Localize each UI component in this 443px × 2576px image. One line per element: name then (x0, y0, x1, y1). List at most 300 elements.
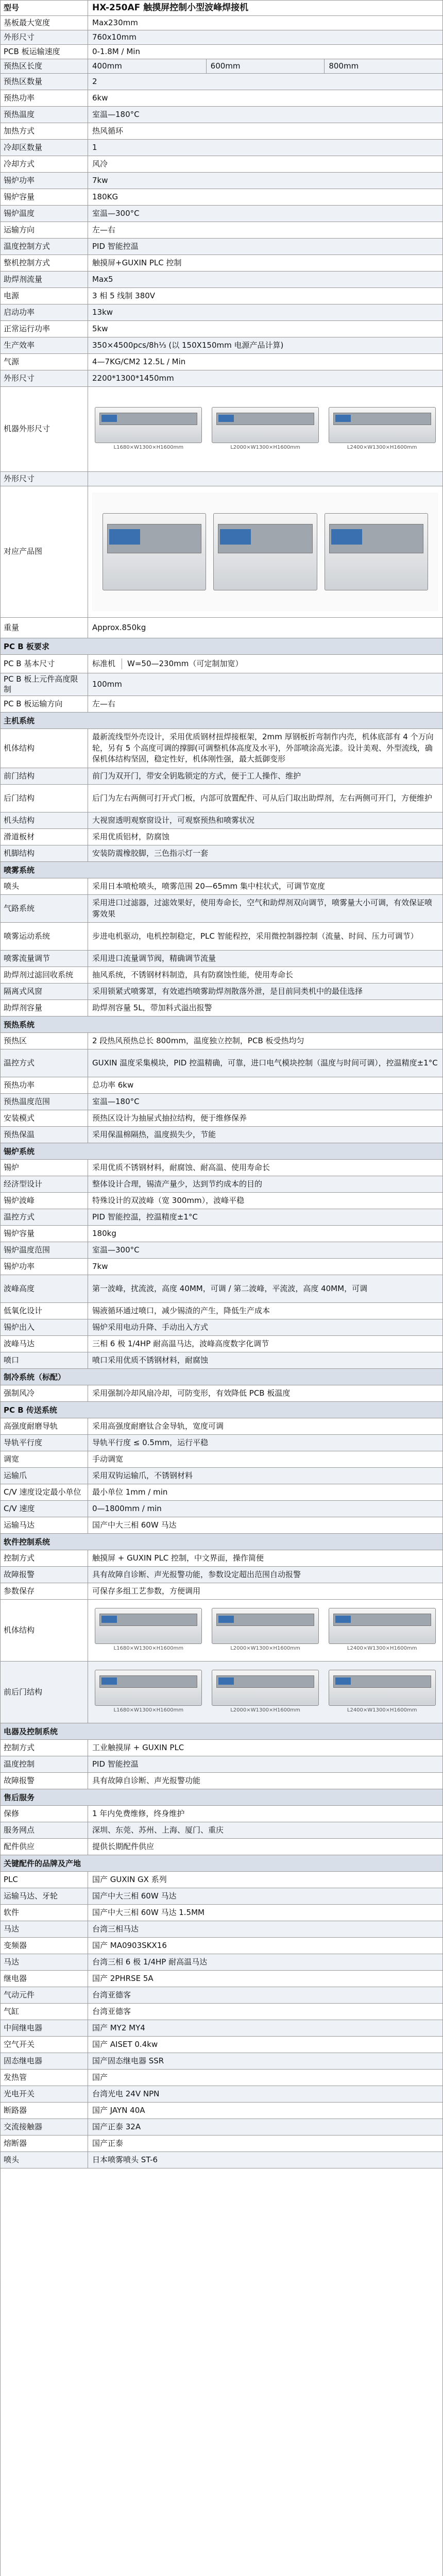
spec-key: 机头结构 (1, 812, 88, 828)
spec-value: 采用高强度耐磨钛合金导轨，宽度可调 (92, 1421, 224, 1431)
product-photo-row (1, 486, 442, 618)
machine-photo (209, 407, 322, 452)
spec-row (1, 1094, 442, 1110)
spec-key: 气源 (1, 354, 88, 370)
spec-row (1, 2004, 442, 2020)
section-title: 售后服务 (1, 1789, 442, 1806)
spec-key: 马达 (1, 1954, 88, 1970)
spec-value: 2 (88, 74, 442, 90)
spec-value: 国产 2PHRSE 5A (92, 1973, 154, 1983)
spec-key: 冷却区数量 (1, 140, 88, 156)
spec-key: 交流接触器 (1, 2119, 88, 2135)
spec-value: 采用双钩运输爪，不锈钢材料 (88, 1468, 442, 1484)
spec-key: 机体结构 (1, 729, 88, 768)
spec-value: 大视窗透明观察窗设计，可观察预热和喷雾状况 (88, 812, 442, 828)
spec-key: 预热温度范围 (1, 1094, 88, 1110)
spec-key: PC B 板上元件高度限制 (1, 673, 88, 696)
spec-key: C/V 速度设定最小单位 (1, 1484, 88, 1500)
spec-row (1, 1435, 442, 1451)
spec-row (1, 1259, 442, 1275)
spec-key: 锡炉出入 (1, 1319, 88, 1335)
spec-value: 助焊剂容量 5L，带加料式溢出报警 (92, 1003, 212, 1012)
spec-row (1, 2119, 442, 2136)
spec-row (1, 2103, 442, 2119)
spec-key: 软件 (1, 1905, 88, 1921)
spec-row (1, 30, 442, 45)
spec-row (1, 1226, 442, 1242)
spec-value: 国产中大三相 60W 马达 (92, 1520, 177, 1530)
preheat-length-options (88, 59, 442, 73)
spec-row (1, 123, 442, 140)
spec-row (1, 222, 442, 239)
spec-value: 三相 6 极 1/4HP 耐高温马达，波峰高度数字化调节 (92, 1338, 269, 1348)
frame-photo-row (1, 1600, 442, 1662)
spec-value: 室温—180°C (88, 1094, 442, 1110)
spec-row (1, 1451, 442, 1468)
spec-key: 锡炉 (1, 1160, 88, 1176)
spec-sublabel: 标准机 (92, 658, 116, 668)
spec-value: 预热区设计为抽屉式抽拉结构，便于维修保养 (92, 1113, 247, 1123)
spec-row (1, 829, 442, 845)
spec-row (1, 1839, 442, 1855)
spec-value: 采用强制冷却风扇冷却，可防变形，有效降低 PCB 板温度 (92, 1388, 291, 1398)
section-title: 预热系统 (1, 1016, 442, 1033)
spec-value: 1 (88, 140, 442, 156)
photo-caption: L1680×W1300×H1600mm (113, 1646, 184, 1652)
spec-value: 安装防震橡胶脚，三色指示灯一套 (88, 845, 442, 861)
spec-key: 断路器 (1, 2103, 88, 2119)
spec-key: 机体结构 (1, 1600, 88, 1661)
spec-row (1, 2070, 442, 2086)
section-title: 主机系统 (1, 713, 442, 729)
spec-key: 锡炉温度范围 (1, 1242, 88, 1258)
spec-row (1, 1567, 442, 1583)
spec-key: 运输马达 (1, 1517, 88, 1533)
spec-value: 锡液循环通过喷口，减少锡渣的产生，降低生产成本 (92, 1306, 270, 1315)
spec-key: 隔离式风窗 (1, 984, 88, 999)
spec-key: 波峰高度 (1, 1275, 88, 1302)
spec-row (1, 1550, 442, 1567)
spec-row (1, 1987, 442, 2004)
spec-value: 国产 JAYN 40A (92, 2105, 145, 2115)
spec-key: 喷口 (1, 1352, 88, 1368)
spec-key: 光电开关 (1, 2086, 88, 2102)
spec-value: 可保存多组工艺参数，方便调用 (92, 1586, 201, 1596)
section-title: 制冷系统（标配） (1, 1369, 442, 1385)
spec-row (1, 729, 442, 768)
photo-caption: L2400×W1300×H1600mm (347, 1707, 417, 1714)
spec-row (1, 472, 442, 486)
spec-row (1, 1209, 442, 1226)
spec-row (1, 1822, 442, 1839)
photo-caption: L2400×W1300×H1600mm (347, 1646, 417, 1652)
spec-row (1, 370, 442, 387)
spec-value: 手动调宽 (92, 1454, 124, 1464)
photo-caption: L2000×W1300×H1600mm (230, 1646, 300, 1652)
machine-photos-row (1, 387, 442, 472)
spec-value: Max230mm (92, 18, 138, 27)
spec-value: 13kw (88, 304, 442, 320)
spec-key: 保修 (1, 1806, 88, 1822)
spec-row (1, 1336, 442, 1352)
spec-key: 重量 (1, 618, 88, 638)
spec-key: 助焊剂流量 (1, 272, 88, 287)
spec-value: 最新流线型外壳设计，采用优质钢材扭焊接框架，2mm 厚钢板折弯制作内壳，机体底部有 4 个万向轮，另有 5 个高度可调的撑脚(可调整机体高度及水平)，外部喷涂高光漆。设计美观、外型流线，确保机体结构坚固，稳定性好，机体刚性强，最大抵御变形 (92, 732, 434, 764)
spec-value: 国产固态继电器 SSR (88, 2053, 442, 2069)
spec-value: 采用优质铝材，防腐蚀 (92, 832, 170, 841)
spec-value: 台湾三相马达 (88, 1921, 442, 1937)
spec-key: 固态继电器 (1, 2053, 88, 2069)
spec-row (1, 1773, 442, 1789)
spec-key: 马达 (1, 1921, 88, 1937)
spec-row (1, 321, 442, 337)
spec-row (1, 1954, 442, 1971)
spec-key: 运输马达、牙轮 (1, 1888, 88, 1904)
section-title: 电器及控制系统 (1, 1723, 442, 1740)
spec-key: 整机控制方式 (1, 255, 88, 271)
spec-row (1, 337, 442, 354)
machine-photos (88, 387, 442, 471)
spec-value: 热风循环 (92, 126, 124, 135)
spec-key: 预热区长度 (1, 59, 88, 73)
spec-value: 日本喷雾喷头 ST-6 (88, 2152, 442, 2168)
spec-row (1, 2136, 442, 2152)
spec-key: 经济型设计 (1, 1176, 88, 1192)
spec-value: 整体设计合理，锡渣产量少，达到节约成本的目的 (88, 1176, 442, 1192)
spec-value: 0—1800mm / min (88, 1501, 442, 1517)
machine-photo (92, 1670, 205, 1715)
spec-value: PID 智能控温 (88, 1756, 442, 1772)
spec-key: 参数保存 (1, 1583, 88, 1599)
spec-key: 后门结构 (1, 785, 88, 812)
spec-row (1, 768, 442, 785)
spec-key: 运输方向 (1, 222, 88, 238)
spec-row (1, 951, 442, 967)
photo-caption: L2400×W1300×H1600mm (347, 444, 417, 450)
spec-row (1, 1971, 442, 1987)
spec-row (1, 1418, 442, 1435)
machine-photo (209, 1608, 322, 1653)
spec-key: 前后门结构 (1, 1662, 88, 1723)
spec-key: 机器外形尺寸 (1, 387, 88, 471)
spec-value (88, 655, 442, 673)
spec-key: PC B 板运输方向 (1, 696, 88, 712)
spec-value: 采用进口过滤器，过滤效果好，使用寿命长，空气和助焊剂双向调节，喷雾量大小可调，有效保证喷雾效果 (88, 895, 442, 922)
spec-row (1, 2086, 442, 2103)
spec-value: 采用日本喷枪喷头，喷雾范围 20—65mm 集中柱状式，可调节宽度 (92, 881, 325, 891)
machine-photo (326, 407, 438, 452)
spec-key: 熔断器 (1, 2136, 88, 2151)
spec-row (1, 16, 442, 30)
spec-key: 预热保温 (1, 1127, 88, 1143)
machine-photo (326, 1608, 438, 1653)
spec-row (1, 1740, 442, 1756)
machine-photo (326, 1670, 438, 1715)
spec-value: 具有故障自诊断、声光报警功能，参数设定超出范围自动报警 (88, 1567, 442, 1583)
spec-key: C/V 速度 (1, 1501, 88, 1517)
spec-value: 锡炉采用电动升降、手动出入方式 (88, 1319, 442, 1335)
spec-row (1, 90, 442, 107)
spec-row (1, 1000, 442, 1016)
spec-row (1, 845, 442, 862)
length-option: 600mm (206, 59, 325, 73)
spec-row (1, 288, 442, 304)
spec-key: 运输爪 (1, 1468, 88, 1484)
spec-key: 服务网点 (1, 1822, 88, 1838)
spec-value: 风冷 (92, 159, 108, 168)
spec-key: 预热区数量 (1, 74, 88, 90)
spec-value: 工业触摸屏 + GUXIN PLC (92, 1742, 184, 1752)
spec-value: 国产正泰 (92, 2138, 124, 2148)
spec-row (1, 1352, 442, 1369)
spec-key: 启动功率 (1, 304, 88, 320)
machine-photo (92, 1608, 205, 1653)
spec-key: PC B 基本尺寸 (1, 655, 88, 673)
spec-row (1, 1517, 442, 1534)
section-list (1, 713, 442, 2168)
spec-value: 760x10mm (88, 30, 442, 44)
spec-row (1, 785, 442, 812)
spec-key: 导轨平行度 (1, 1435, 88, 1451)
spec-key: 安装模式 (1, 1110, 88, 1126)
spec-row (1, 1303, 442, 1319)
photo-caption: L1680×W1300×H1600mm (113, 444, 184, 450)
spec-row (1, 1127, 442, 1143)
spec-row (1, 189, 442, 206)
spec-key: 气缸 (1, 2004, 88, 2020)
spec-row (1, 1806, 442, 1822)
spec-row (1, 74, 442, 90)
spec-row (1, 304, 442, 321)
spec-value: 深圳、东莞、苏州、上海、厦门、重庆 (88, 1822, 442, 1838)
spec-key: 滑道板材 (1, 829, 88, 845)
spec-key: 锡炉功率 (1, 1259, 88, 1275)
spec-row (1, 1077, 442, 1094)
spec-key: 正常运行功率 (1, 321, 88, 337)
section-title: 软件控制系统 (1, 1534, 442, 1550)
model-title: HX-250AF 触摸屏控制小型波峰焊接机 (92, 3, 249, 13)
spec-row (1, 173, 442, 189)
spec-value: 180KG (92, 192, 118, 201)
spec-value (88, 472, 442, 486)
spec-value: 7kw (92, 1261, 108, 1271)
spec-value: 步进电机驱动，电机控制稳定，PLC 智能程控，采用微控制器控制（流量、时间、压力可调节） (92, 931, 418, 941)
spec-value: 抽风系统，不锈钢材料制造，具有防腐蚀性能，使用寿命长 (92, 970, 294, 979)
spec-value: 采用优质不锈钢材料，耐腐蚀、耐高温、使用寿命长 (92, 1162, 270, 1172)
photo-caption: L2000×W1300×H1600mm (230, 1707, 300, 1714)
frame-photos (88, 1662, 442, 1723)
spec-key: 电源 (1, 288, 88, 304)
spec-row (1, 2020, 442, 2037)
section-title: PC B 传送系统 (1, 1402, 442, 1418)
spec-row (1, 878, 442, 895)
spec-value: Max5 (88, 272, 442, 287)
spec-key: 前门结构 (1, 768, 88, 784)
spec-key: 锡炉温度 (1, 206, 88, 222)
photo-caption: L2000×W1300×H1600mm (230, 444, 300, 450)
spec-key: 喷雾运动系统 (1, 923, 88, 950)
section-title: PC B 板要求 (1, 638, 442, 655)
spec-row (1, 1484, 442, 1501)
spec-key: 故障报警 (1, 1773, 88, 1789)
spec-key: 波峰马达 (1, 1336, 88, 1352)
preheat-length-row (1, 59, 442, 74)
spec-key: 继电器 (1, 1971, 88, 1987)
spec-key: 对应产品图 (1, 486, 88, 617)
spec-row (1, 1160, 442, 1176)
spec-row (1, 1193, 442, 1209)
spec-key: 锡炉波峰 (1, 1193, 88, 1209)
model-label: 型号 (1, 1, 88, 15)
spec-value: 室温—300°C (88, 1242, 442, 1258)
spec-row (1, 895, 442, 923)
spec-row (1, 1049, 442, 1077)
spec-value: 室温—180°C (88, 107, 442, 123)
spec-key: 锡炉容量 (1, 1226, 88, 1242)
spec-row (1, 354, 442, 370)
spec-value: 台湾三相 6 极 1/4HP 耐高温马达 (88, 1954, 442, 1970)
spec-row (1, 1319, 442, 1336)
spec-key: PCB 板运输速度 (1, 45, 88, 59)
spec-key: PLC (1, 1872, 88, 1888)
spec-value: 特殊设计的双波峰（宽 300mm），波峰平稳 (92, 1195, 245, 1205)
spec-value: GUXIN 温度采集模块，PID 控温精确，可靠，进口电气模块控制（温度与时间可调），控温精度±1°C (88, 1049, 442, 1077)
spec-key: 温控方式 (1, 1209, 88, 1225)
spec-key: 预热功率 (1, 1077, 88, 1093)
spec-value: 0-1.8M / Min (92, 46, 140, 56)
spec-value: 采用保温棉隔热，温度损失少，节能 (88, 1127, 442, 1143)
spec-key: 温度控制 (1, 1756, 88, 1772)
photo-caption: L1680×W1300×H1600mm (113, 1707, 184, 1714)
spec-value: 180kg (92, 1228, 116, 1238)
spec-key: 低氧化设计 (1, 1303, 88, 1319)
spec-key: 配件供应 (1, 1839, 88, 1855)
spec-value: 7kw (88, 173, 442, 189)
spec-key: 强制风冷 (1, 1385, 88, 1401)
spec-row (1, 140, 442, 156)
spec-row (1, 2053, 442, 2070)
length-option: 400mm (92, 61, 122, 71)
spec-key: 加热方式 (1, 123, 88, 139)
spec-row (1, 1468, 442, 1484)
spec-value: 导轨平行度 ≤ 0.5mm，运行平稳 (88, 1435, 442, 1451)
spec-key: 发热管 (1, 2070, 88, 2086)
spec-key: 空气开关 (1, 2037, 88, 2053)
spec-value: 4—7KG/CM2 12.5L / Min (92, 357, 186, 366)
spec-value: PID 智能控温，控温精度±1°C (88, 1209, 442, 1225)
spec-row (1, 255, 442, 272)
spec-value: 喷口采用优质不锈钢材料，耐腐蚀 (88, 1352, 442, 1368)
spec-key: 助焊剂过滤回收系统 (1, 967, 88, 983)
spec-row (1, 967, 442, 984)
spec-value: 第一波峰，扰流波，高度 40MM，可调 / 第二波峰，平流波，高度 40MM，可调 (88, 1275, 442, 1302)
spec-row (1, 272, 442, 288)
frame-photos (88, 1600, 442, 1661)
spec-value: 左—右 (92, 699, 116, 708)
spec-value: 国产中大三相 60W 马达 1.5MM (92, 1907, 205, 1917)
spec-row (1, 1872, 442, 1888)
spec-row (1, 2152, 442, 2168)
spec-key: 温度控制方式 (1, 239, 88, 255)
spec-key: 外形尺寸 (1, 30, 88, 44)
spec-value: 台湾光电 24V NPN (88, 2086, 442, 2102)
spec-row (1, 1242, 442, 1259)
spec-group-1 (1, 16, 442, 59)
spec-value: 采用锁紧式喷雾罩，有效遮挡喷雾助焊剂散落外泄，是目前同类机中的最佳选择 (88, 984, 442, 999)
weight-row (1, 618, 442, 638)
spec-value: 2 段热风预热总长 800mm，温度独立控制，PCB 板受热均匀 (92, 1036, 304, 1045)
spec-key: 助焊剂容量 (1, 1000, 88, 1016)
spec-row (1, 655, 442, 673)
spec-value: 3 相 5 线制 380V (92, 291, 156, 300)
spec-row (1, 1176, 442, 1193)
spec-key: 气路系统 (1, 895, 88, 922)
spec-row (1, 1921, 442, 1938)
product-photo (88, 486, 442, 617)
spec-value: 国产 MY2 MY4 (88, 2020, 442, 2036)
spec-key: 调宽 (1, 1451, 88, 1467)
spec-row (1, 45, 442, 59)
spec-row (1, 1385, 442, 1402)
spec-value: 国产 (92, 2072, 108, 2082)
spec-value: 1 年内免费维修，终身维护 (92, 1808, 185, 1818)
spec-row (1, 156, 442, 173)
spec-key: 中间继电器 (1, 2020, 88, 2036)
spec-row (1, 107, 442, 123)
spec-value: 100mm (88, 673, 442, 696)
spec-key: 喷头 (1, 2152, 88, 2168)
section-title: 喷雾系统 (1, 862, 442, 878)
machine-photo (209, 1670, 322, 1715)
spec-key: 喷雾流量调节 (1, 951, 88, 967)
spec-row (1, 1275, 442, 1303)
spec-value: 国产 AISET 0.4kw (92, 2039, 158, 2049)
spec-key: 气动元件 (1, 1987, 88, 2003)
spec-value: 国产 MA0903SKX16 (92, 1940, 167, 1950)
spec-row (1, 812, 442, 829)
spec-key: 冷却方式 (1, 156, 88, 172)
spec-row (1, 984, 442, 1000)
spec-value: 采用进口流量调节阀，精确调节流量 (88, 951, 442, 967)
spec-key: 变频器 (1, 1938, 88, 1954)
spec-row (1, 2037, 442, 2053)
spec-key: 故障报警 (1, 1567, 88, 1583)
spec-key: 机脚结构 (1, 845, 88, 861)
model-row (1, 1, 442, 16)
machine-photo (92, 407, 205, 452)
spec-value: 左—右 (92, 225, 116, 234)
spec-group-2 (1, 74, 442, 387)
spec-value: 6kw (92, 93, 108, 103)
spec-key: 高强度耐磨导轨 (1, 1418, 88, 1434)
spec-key: 外形尺寸 (1, 370, 88, 386)
spec-key: 预热功率 (1, 90, 88, 106)
spec-key: 锡炉功率 (1, 173, 88, 189)
spec-key: 预热区 (1, 1033, 88, 1049)
spec-value: 国产正泰 32A (88, 2119, 442, 2135)
spec-value: 触摸屏 + GUXIN PLC 控制，中文界面，操作简便 (92, 1553, 264, 1563)
spec-value: 室温—300°C (88, 206, 442, 222)
length-option: 800mm (324, 59, 442, 73)
spec-value: 国产 GUXIN GX 系列 (92, 1874, 167, 1884)
spec-key: 锡炉容量 (1, 189, 88, 205)
section-title: 关键配件的品牌及产地 (1, 1855, 442, 1872)
spec-value: 总功率 6kw (92, 1080, 134, 1090)
spec-value: 具有故障自诊断、声光报警功能 (92, 1775, 201, 1785)
frame-photo-row (1, 1662, 442, 1723)
spec-value: 后门为左右两侧可打开式门板，内部可放置配件、可从后门取出助焊剂，左右两侧可开门，方便维护 (92, 793, 433, 803)
spec-value: 前门为双开门，带安全钥匙锁定的方式，便于工人操作、维护 (88, 768, 442, 784)
